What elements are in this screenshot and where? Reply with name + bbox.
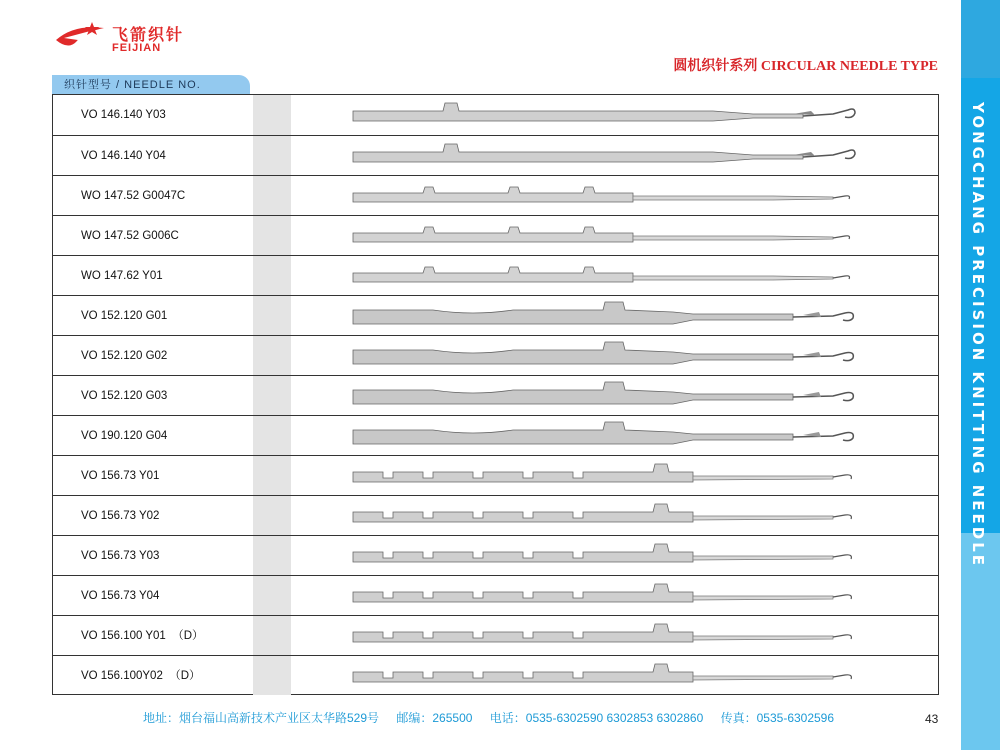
table-row <box>53 215 938 255</box>
spacer-column <box>253 296 291 335</box>
needle-code: VO 190.120 G04 <box>81 430 168 442</box>
spacer-column <box>253 95 291 135</box>
spacer-column <box>253 456 291 495</box>
brand-name-en: FEIJIAN <box>112 42 162 54</box>
needle-diagram <box>333 618 873 654</box>
spacer-column <box>253 496 291 535</box>
needle-code: WO 147.62 Y01 <box>81 270 163 282</box>
table-header-tab: 织针型号 / NEEDLE NO. <box>52 75 250 94</box>
table-row <box>53 255 938 295</box>
needle-code: WO 147.52 G006C <box>81 230 179 242</box>
needle-code: VO 156.100 Y01 （D） <box>81 630 204 642</box>
table-row <box>53 415 938 455</box>
needle-diagram <box>333 218 873 254</box>
footer-fax: 传真：0535-6302596 <box>720 711 835 725</box>
needle-diagram <box>333 258 873 294</box>
table-row <box>53 175 938 215</box>
side-banner-text: YONGCHANG PRECISION KNITTING NEEDLE <box>969 102 987 569</box>
needle-code: VO 156.100Y02 （D） <box>81 670 201 682</box>
footer-contact <box>143 709 848 726</box>
needle-diagram <box>333 418 873 454</box>
spacer-column <box>253 256 291 295</box>
needle-code: VO 156.73 Y01 <box>81 470 160 482</box>
table-row <box>53 495 938 535</box>
table-row <box>53 455 938 495</box>
table-row <box>53 575 938 615</box>
page-number: 43 <box>925 712 939 726</box>
needle-diagram <box>333 138 873 174</box>
needle-diagram <box>333 378 873 414</box>
feijian-logo-icon <box>54 20 108 54</box>
needle-code: VO 156.73 Y02 <box>81 510 160 522</box>
table-row <box>53 95 938 135</box>
spacer-column <box>253 216 291 255</box>
table-row <box>53 615 938 655</box>
needle-diagram <box>333 578 873 614</box>
needle-diagram <box>333 338 873 374</box>
needle-code: VO 152.120 G01 <box>81 310 168 322</box>
needle-code: VO 146.140 Y04 <box>81 150 166 162</box>
needle-diagram <box>333 97 873 133</box>
brand-name-cn: 飞箭织针 <box>112 25 185 44</box>
page-title: 圆机织针系列 CIRCULAR NEEDLE TYPE <box>673 59 938 74</box>
needle-code: VO 156.73 Y04 <box>81 590 160 602</box>
spacer-column <box>253 656 291 695</box>
footer-phone: 电话：0535-6302590 6302853 6302860 <box>489 711 704 725</box>
spacer-column <box>253 616 291 655</box>
needle-code: VO 156.73 Y03 <box>81 550 160 562</box>
table-row <box>53 375 938 415</box>
spacer-column <box>253 416 291 455</box>
spacer-column <box>253 136 291 175</box>
needle-table <box>52 94 939 695</box>
needle-code: WO 147.52 G0047C <box>81 190 186 202</box>
needle-code: VO 152.120 G03 <box>81 390 168 402</box>
spacer-column <box>253 376 291 415</box>
needle-diagram <box>333 658 873 694</box>
table-row <box>53 335 938 375</box>
side-banner-top <box>961 0 1000 78</box>
table-row <box>53 535 938 575</box>
needle-diagram <box>333 498 873 534</box>
spacer-column <box>253 576 291 615</box>
spacer-column <box>253 176 291 215</box>
side-banner <box>961 0 1000 750</box>
needle-code: VO 146.140 Y03 <box>81 109 166 121</box>
table-row <box>53 655 938 695</box>
brand-logo <box>54 20 194 56</box>
footer-address: 地址：烟台福山高新技术产业区太华路529号 <box>143 711 380 725</box>
footer-postcode: 邮编：265500 <box>396 711 473 725</box>
needle-diagram <box>333 458 873 494</box>
table-row <box>53 135 938 175</box>
spacer-column <box>253 536 291 575</box>
needle-diagram <box>333 178 873 214</box>
table-row <box>53 295 938 335</box>
needle-code: VO 152.120 G02 <box>81 350 168 362</box>
needle-diagram <box>333 298 873 334</box>
spacer-column <box>253 336 291 375</box>
needle-diagram <box>333 538 873 574</box>
